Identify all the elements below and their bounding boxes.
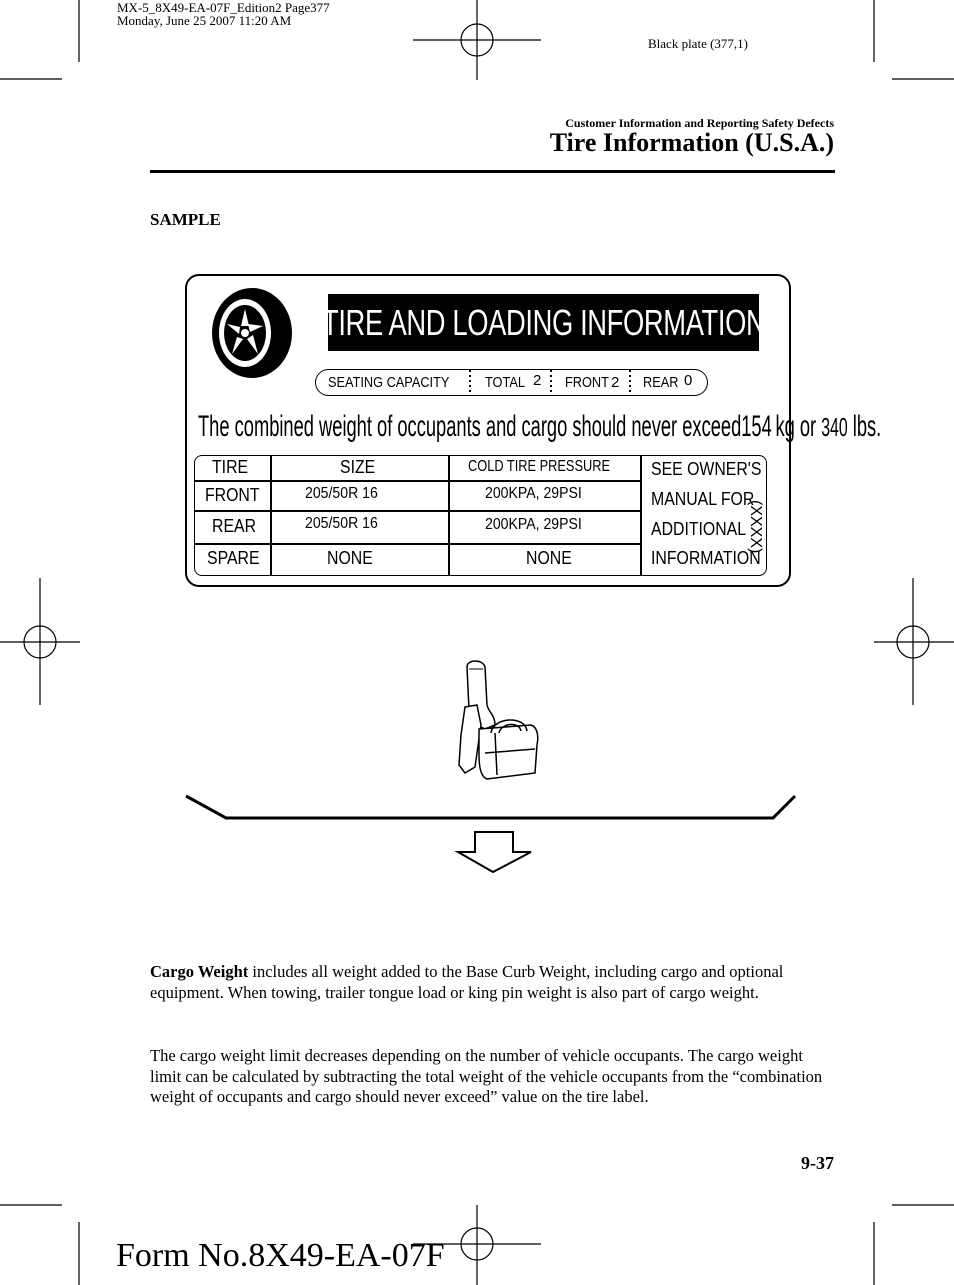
table-col-line [640, 455, 642, 576]
combined-weight-text: The combined weight of occupants and cargo should never exceed [198, 410, 742, 443]
table-row-front-pressure: 200KPA, 29PSI [485, 485, 582, 502]
owner-manual-note-line3: ADDITIONAL [651, 519, 747, 539]
section-label: Customer Information and Reporting Safety Defects [565, 116, 834, 130]
page-number: 9-37 [801, 1153, 834, 1173]
combined-weight-kg: 154 [741, 410, 772, 443]
placard-code: (XXXX) [747, 500, 764, 554]
page-title: Tire Information (U.S.A.) [549, 128, 834, 157]
table-row-spare-size: NONE [327, 548, 373, 568]
table-header-size: SIZE [340, 457, 376, 477]
table-row-front-tire: FRONT [205, 485, 260, 505]
table-row-line [194, 543, 641, 545]
print-date-line: Monday, June 25 2007 11:20 AM [117, 13, 292, 28]
table-row-spare-tire: SPARE [207, 548, 260, 568]
table-row-line [194, 480, 641, 482]
seating-total-value: 2 [533, 372, 542, 389]
sample-label: SAMPLE [150, 210, 221, 229]
owner-manual-note-line4: INFORMATION [651, 548, 761, 568]
seating-capacity-label: SEATING CAPACITY [328, 374, 450, 391]
seating-total-label: TOTAL [485, 374, 525, 391]
form-number: Form No.8X49-EA-07F [116, 1237, 445, 1274]
placard-title-box [321, 294, 766, 351]
table-header-tire: TIRE [212, 457, 249, 477]
owner-manual-note-line2: MANUAL FOR [651, 489, 755, 509]
cargo-weight-definition: includes all weight added to the Base Curb Weight, including cargo and optional equipment. When towing, trailer tongue load or king pin weight is also part of cargo weight. [150, 962, 784, 1002]
tire-icon [208, 286, 294, 380]
print-file-line: MX-5_8X49-EA-07F_Edition2 Page377 [117, 0, 330, 15]
seating-front-value: 2 [611, 374, 620, 391]
combined-weight-lbs-unit: lbs. [852, 410, 882, 443]
cargo-weight-term: Cargo Weight [150, 962, 249, 981]
seating-front-label: FRONT [565, 374, 609, 391]
seating-rear-value: 0 [684, 372, 693, 389]
table-row-front-size: 205/50R 16 [305, 485, 378, 502]
cargo-illustration [455, 655, 545, 785]
cargo-limit-paragraph: The cargo weight limit decreases depending on the number of vehicle occupants. The cargo weight limit can be calculated by subtracting the total weight of the vehicle occupants from the “combination weight of occupants and cargo should never exceed” value on the tire label. [150, 1046, 823, 1106]
placard-title: TIRE AND LOADING INFORMATION [321, 301, 766, 343]
table-row-rear-pressure: 200KPA, 29PSI [485, 516, 582, 533]
combined-weight-statement [198, 410, 881, 444]
table-header-pressure: COLD TIRE PRESSURE [468, 458, 611, 475]
table-row-rear-size: 205/50R 16 [305, 515, 378, 532]
cargo-weight-paragraph [150, 962, 840, 1003]
table-col-line [270, 455, 272, 576]
title-rule [150, 170, 835, 173]
combined-weight-kg-unit: kg or [775, 410, 817, 443]
seating-rear-label: REAR [643, 374, 679, 391]
owner-manual-note-line1: SEE OWNER'S [651, 459, 762, 479]
combined-weight-lbs: 340 [821, 412, 848, 442]
print-header [117, 1, 330, 27]
table-row-line [194, 510, 641, 512]
table-row-spare-pressure: NONE [526, 548, 572, 568]
table-row-rear-tire: REAR [212, 516, 257, 536]
table-col-line [448, 455, 450, 576]
plate-label: Black plate (377,1) [648, 36, 748, 51]
